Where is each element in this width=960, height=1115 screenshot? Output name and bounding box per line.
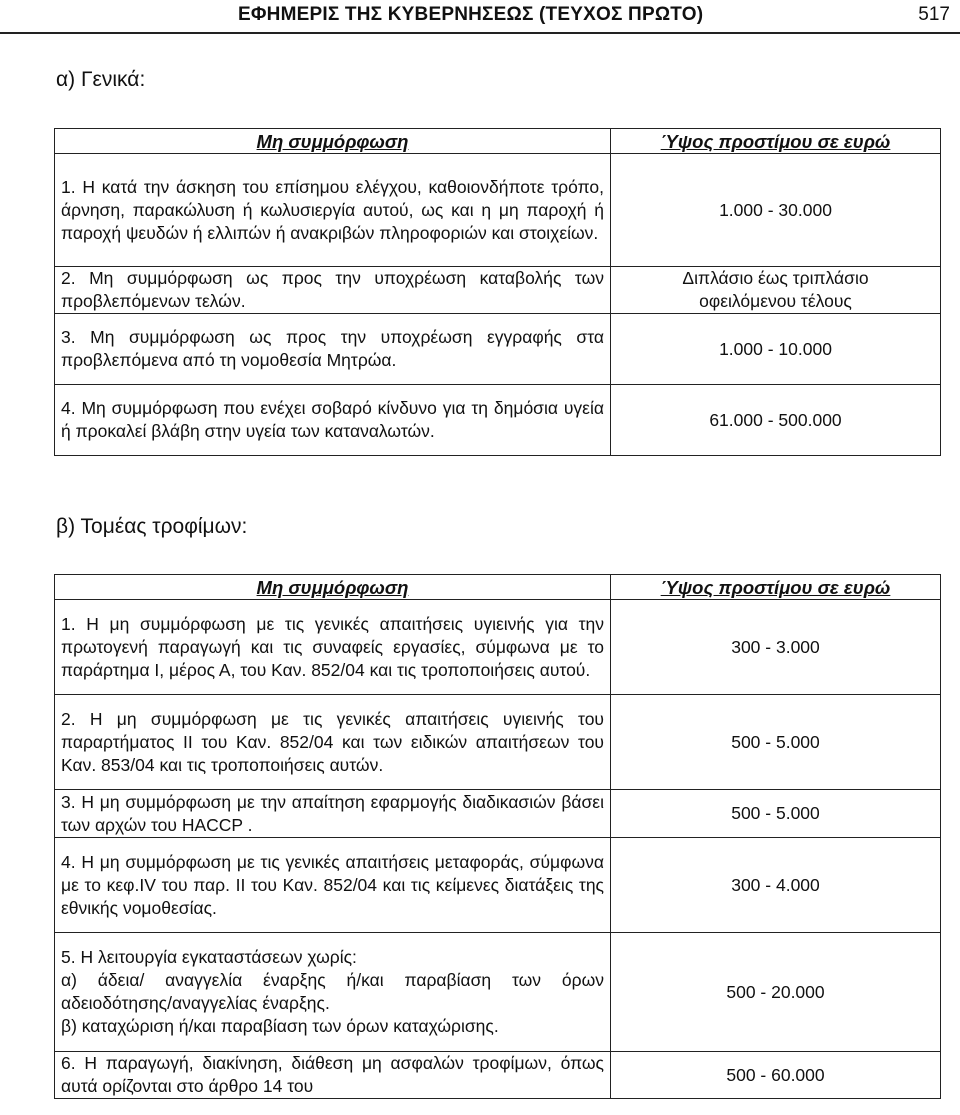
table-header-row (55, 129, 941, 154)
noncompliance-description: 3. Η μη συμμόρφωση με την απαίτηση εφαρμογής διαδικασιών βάσει των αρχών του HACCP . (55, 790, 611, 838)
page-number: 517 (918, 4, 950, 25)
table-row (55, 314, 941, 385)
noncompliance-description: 4. Η μη συμμόρφωση με τις γενικές απαιτήσεις μεταφοράς, σύμφωνα με το κεφ.IV του παρ. ΙΙ του Καν. 852/04 και τις κείμενες διατάξεις της εθνικής νομοθεσίας. (55, 838, 611, 933)
noncompliance-description: 3. Μη συμμόρφωση ως προς την υποχρέωση εγγραφής στα προβλεπόμενα από τη νομοθεσία Μητρώα. (55, 314, 611, 385)
table-row (55, 600, 941, 695)
noncompliance-description: 2. Μη συμμόρφωση ως προς την υποχρέωση καταβολής των προβλεπόμενων τελών. (55, 267, 611, 314)
fine-range: 500 - 20.000 (611, 933, 941, 1052)
noncompliance-description: 4. Μη συμμόρφωση που ενέχει σοβαρό κίνδυνο για τη δημόσια υγεία ή προκαλεί βλάβη στην υγεία των καταναλωτών. (55, 385, 611, 456)
fine-range: 61.000 - 500.000 (611, 385, 941, 456)
column-header-noncompliance: Μη συμμόρφωση (55, 575, 611, 600)
table-row (55, 790, 941, 838)
fine-range: 300 - 4.000 (611, 838, 941, 933)
fine-range: 500 - 60.000 (611, 1052, 941, 1099)
fine-range: 1.000 - 10.000 (611, 314, 941, 385)
column-header-fine-amount: Ύψος προστίμου σε ευρώ (611, 129, 941, 154)
table-row (55, 154, 941, 267)
general-fines-table (54, 128, 941, 456)
fine-range: Διπλάσιο έως τριπλάσιο οφειλόμενου τέλους (611, 267, 941, 314)
table-row (55, 385, 941, 456)
table-row (55, 1052, 941, 1099)
table-header-row (55, 575, 941, 600)
column-header-noncompliance: Μη συμμόρφωση (55, 129, 611, 154)
noncompliance-description: 5. Η λειτουργία εγκαταστάσεων χωρίς: α) άδεια/ αναγγελία έναρξης ή/και παραβίαση των όρων αδειοδότησης/αναγγελίας έναρξης. β) καταχώριση ή/και παραβίαση των όρων καταχώρισης. (55, 933, 611, 1052)
food-sector-fines-table (54, 574, 941, 1099)
section-a-label: α) Γενικά: (56, 68, 146, 91)
table-row (55, 933, 941, 1052)
noncompliance-description: 1. Η κατά την άσκηση του επίσημου ελέγχου, καθοιονδήποτε τρόπο, άρνηση, παρακώλυση ή κωλυσιεργία αυτού, ως και η μη παροχή ή παροχή ψευδών ή ελλιπών ή ανακριβών πληροφοριών και στοιχείων. (55, 154, 611, 267)
fine-range: 1.000 - 30.000 (611, 154, 941, 267)
fine-range: 500 - 5.000 (611, 695, 941, 790)
fine-range: 500 - 5.000 (611, 790, 941, 838)
noncompliance-description: 1. Η μη συμμόρφωση με τις γενικές απαιτήσεις υγιεινής για την πρωτογενή παραγωγή και τις συναφείς εργασίες, σύμφωνα με το παράρτημα Ι, μέρος Α, του Καν. 852/04 και τις τροποποιήσεις αυτού. (55, 600, 611, 695)
table-row (55, 267, 941, 314)
table-row (55, 695, 941, 790)
noncompliance-description: 2. Η μη συμμόρφωση με τις γενικές απαιτήσεις υγιεινής του παραρτήματος ΙΙ του Καν. 852/04 και των ειδικών απαιτήσεων του Καν. 853/04 και τις τροποποιήσεις αυτών. (55, 695, 611, 790)
column-header-fine-amount: Ύψος προστίμου σε ευρώ (611, 575, 941, 600)
noncompliance-description: 6. Η παραγωγή, διακίνηση, διάθεση μη ασφαλών τροφίμων, όπως αυτά ορίζονται στο άρθρο 14 του (55, 1052, 611, 1099)
section-b-label: β) Τομέας τροφίμων: (56, 515, 248, 538)
gazette-title: ΕΦΗΜΕΡΙΣ ΤΗΣ ΚΥΒΕΡΝΗΣΕΩΣ (ΤΕΥΧΟΣ ΠΡΩΤΟ) (238, 4, 704, 25)
page-header (0, 0, 960, 34)
fine-range: 300 - 3.000 (611, 600, 941, 695)
table-row (55, 838, 941, 933)
